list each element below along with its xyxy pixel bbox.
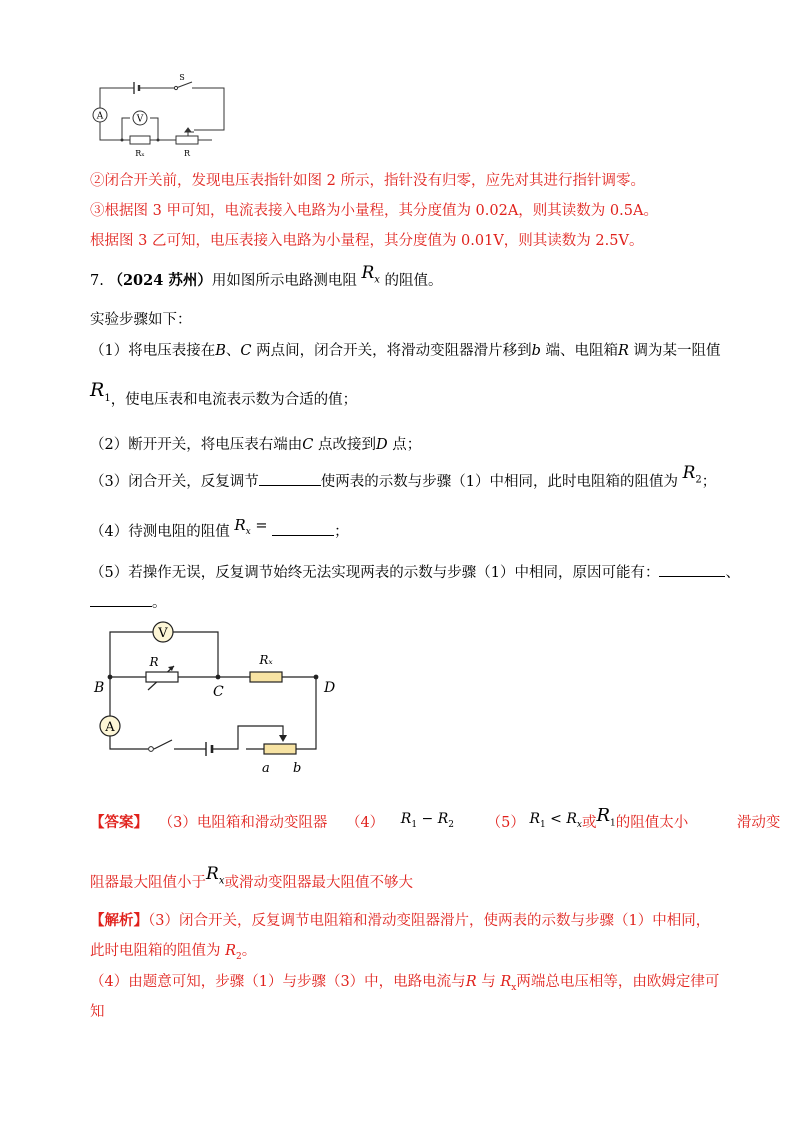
step-5: （5）若操作无误，反复调节始终无法实现两表的示数与步骤（1）中相同，原因可能有： 、 [90,562,740,583]
step-5-continued: 。 [90,592,167,613]
explanation-line-2: ②闭合开关前，发现电压表指针如图 2 所示，指针没有归零，应先对其进行指针调零。 [90,173,645,189]
stem-text: 用如图所示电路测电阻 [211,273,357,289]
explanation-line-4: 根据图 3 乙可知，电压表接入电路为小量程，其分度值为 0.01V，则其读数为 2.5V。 [90,233,644,249]
fig1-ammeter-label: A [96,111,104,122]
question-number: 7. [90,273,104,289]
fig1-switch-label: S [179,73,185,82]
answer-line-1: 【答案】 （3）电阻箱和滑动变阻器 （4） $R_1 - R_2$ （5） $R_1 < R_x$或$R_1$的阻值太小 滑动变 [90,805,781,831]
node-b-label: B [94,680,105,696]
fig1-rx-label: Rₓ [135,149,145,158]
analysis-line-4: 知 [90,1004,105,1020]
answer-blank-1[interactable] [259,471,321,486]
stem-text-end: 的阻值。 [384,273,443,289]
question-source: （2024 苏州） [108,272,212,289]
analysis-line-3: （4）由题意可知，步骤（1）与步骤（3）中，电路电流与R 与 $R_x$两端总电压相等，由欧姆定律可 [90,974,720,993]
node-c-label: C [213,684,224,700]
unknown-resistor-label: Rₓ [259,653,273,667]
step-2: （2）断开开关，将电压表右端由C 点改接到D 点； [90,437,422,453]
answer-blank-3[interactable] [659,562,725,577]
resistance-box-label: R [149,655,159,669]
answer-line-2: 阻器最大阻值小于$R_x$或滑动变阻器最大阻值不够大 [90,864,413,891]
explanation-line-3: ③根据图 3 甲可知，电流表接入电路为小量程，其分度值为 0.02A，则其读数为 0.5A。 [90,203,658,219]
step-1-continued: $R_1$，使电压表和电流表示数为合适的值； [90,379,358,408]
fig1-voltmeter-label: V [136,114,144,125]
slider-end-b-label: b [293,761,302,776]
question-7-stem [90,263,443,297]
node-d-label: D [324,680,336,696]
answer-blank-2[interactable] [272,521,334,536]
step-1: （1）将电压表接在B、C 两点间，闭合开关，将滑动变阻器滑片移到b 端、电阻箱R 调为某一阻值 [90,343,721,359]
analysis-line-2: 此时电阻箱的阻值为 $R_2$。 [90,943,257,962]
ammeter-label: A [105,720,115,735]
answer-blank-4[interactable] [90,592,152,607]
steps-title: 实验步骤如下： [90,312,192,328]
circuit-figure-1 [88,70,238,160]
circuit-figure-2 [86,618,346,778]
voltmeter-label: V [158,626,168,641]
fig1-r-label: R [183,149,191,158]
rx-symbol: $R_x$ [361,263,380,286]
step-4: （4）待测电阻的阻值 $R_x$ = ； [90,516,349,540]
analysis-line-1: 【解析】（3）闭合开关，反复调节电阻箱和滑动变阻器滑片，使两表的示数与步骤（1）中相同， [90,912,711,929]
step-3: （3）闭合开关，反复调节 使两表的示数与步骤（1）中相同，此时电阻箱的阻值为 $R_2$； [90,463,717,490]
slider-end-a-label: a [262,761,270,776]
